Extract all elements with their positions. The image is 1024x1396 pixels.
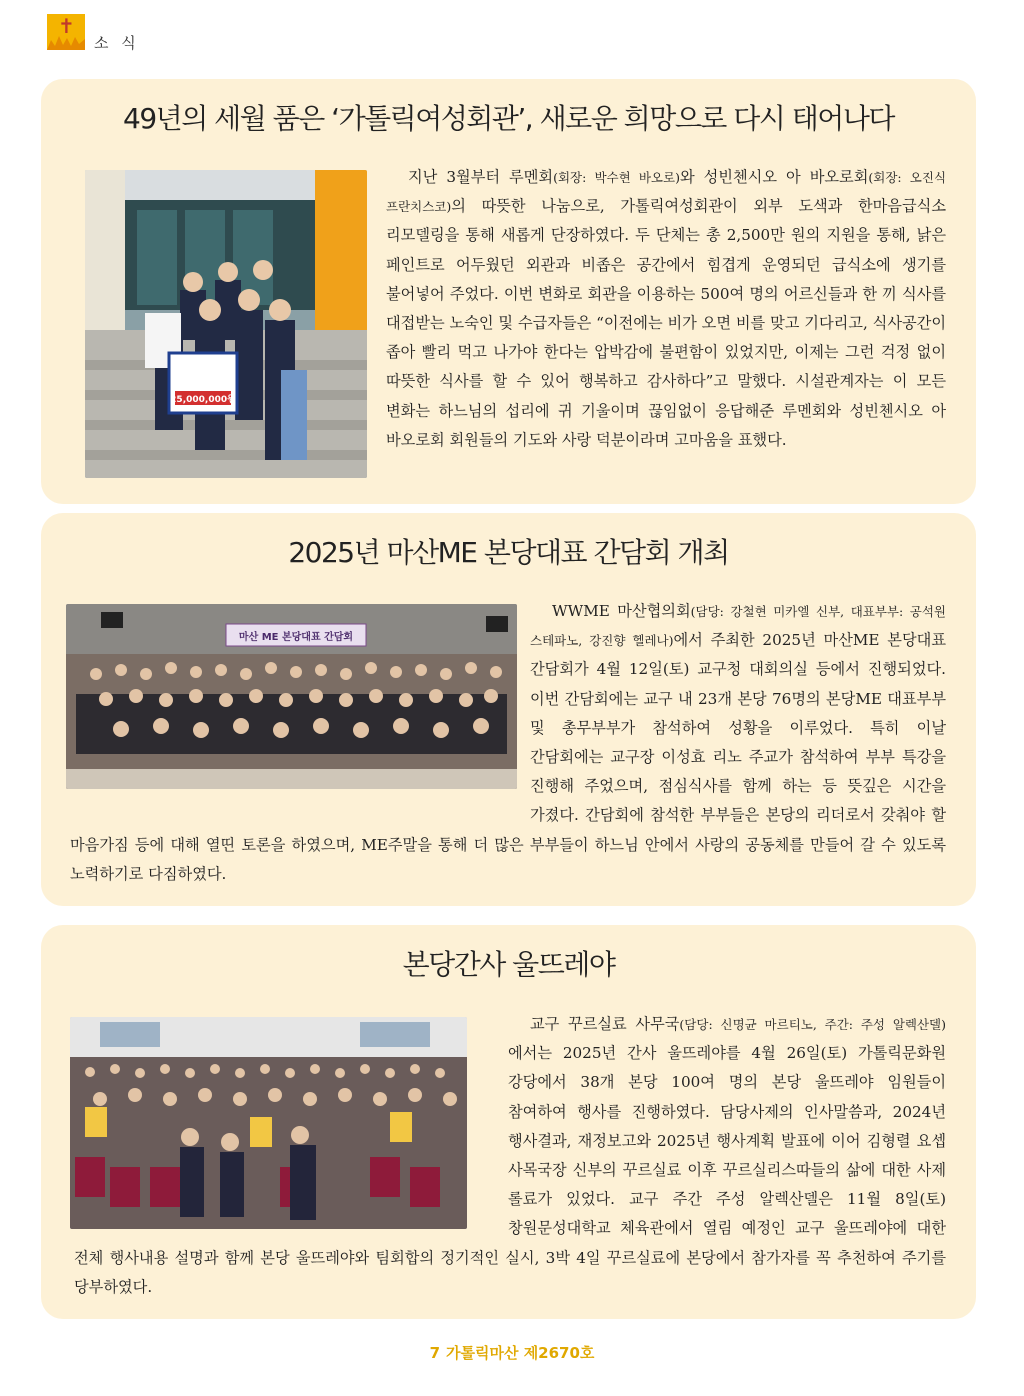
article-title: 본당간사 울뜨레야 <box>402 948 615 981</box>
cross-icon: ✝ <box>58 14 75 38</box>
group-photo-building <box>85 170 367 478</box>
article-title: 49년의 세월 품은 ‘가톨릭여성회관’, 새로운 희망으로 다시 태어나다 <box>123 102 894 135</box>
section-label: 소 식 <box>94 34 140 52</box>
page-number: 7 <box>429 1344 441 1362</box>
page-footer <box>0 1342 1024 1363</box>
article-photo <box>85 170 367 478</box>
article-body: 교구 꾸르실료 사무국(담당: 신명균 마르티노, 주간: 주성 알렉산델)에서는 2025년 간사 울뜨레야를 4월 26일(토) 가톨릭문화원 강당에서 38개 본당 100여 명의 본당 울뜨레야 임원들이 참여하여 행사를 진행하였다. 담당사제의 인사말씀과, 2024년 행사결과, 재정보고와 2025년 행사계획 발표에 이어 김형렬 요셉 사목국장 신부의 꾸르실료 이후 꾸르실리스따들의 삶에 대한 사제 롤료가 있었다. 교구 주간 주성 알렉산델은 11월 8일(토) 창원문성대학교 체육관에서 열림 예정인 교구 울뜨레야에 대한 전체 행사내용 설명과 함께 본당 울뜨레야와 팀회합의 정기적인 실시, 3박 4일 꾸르실료에 본당에서 참가자를 꼭 추천하여 주기를 당부하였다. <box>74 1015 946 1296</box>
article-card-3 <box>41 925 976 1319</box>
hall-banner: 마산 ME 본당대표 간담회 <box>238 632 354 643</box>
flame-icon <box>47 34 85 50</box>
article-card-1 <box>41 79 976 504</box>
article-card-2 <box>41 513 976 906</box>
article-body: 지난 3월부터 루멘회(회장: 박수현 바오로)와 성빈첸시오 아 바오로회(회장: 오진식 프란치스코)의 따뜻한 나눔으로, 가톨릭여성회관이 외부 도색과 한마음급식소 리모델링을 통해 새롭게 단장하였다. 두 단체는 총 2,500만 원의 지원을 통해, 낡은 페인트로 어두웠던 외관과 비좁은 공간에서 힘겹게 운영되던 급식소에 생기를 불어넣어 주었다. 이번 변화로 회관을 이용하는 500여 명의 어르신들과 한 끼 식사를 대접받는 노숙인 및 수급자들은 “이전에는 비가 오면 비를 맞고 기다리고, 식사공간이 좁아 빨리 먹고 나가야 한다는 압박감에 불편함이 있었지만, 이제는 그런 걱정 없이 따뜻한 식사를 할 수 있어 행복하고 감사하다”고 말했다. 시설관계자는 이 모든 변화는 하느님의 섭리에 귀 기울이며 끊임없이 응답해준 루멘회와 성빈첸시오 아 바오로회 회원들의 기도와 사랑 덕분이라며 고마움을 표했다. <box>386 168 947 449</box>
article-body: WWME 마산협의회(담당: 강철현 미카엘 신부, 대표부부: 공석원 스테파노, 강진향 헬레나)에서 주최한 2025년 마산ME 본당대표 간담회가 4월 12일(토) 교구청 대회의실 등에서 진행되었다. 이번 간담회에는 교구 내 23개 본당 76명의 본당ME 대표부부 및 총무부부가 참석하여 성황을 이루었다. 특히 이날 간담회에는 교구장 이성효 리노 주교가 참석하여 부부 특강을 진행해 주었으며, 점심식사를 함께 하는 등 뜻깊은 시간을 가졌다. 간담회에 참석한 부부들은 본당의 리더로서 갖춰야 할 마음가짐 등에 대해 열띤 토론을 하였으며, ME주말을 통해 더 많은 부부들이 하느님 안에서 사랑의 공동체를 만들어 갈 수 있도록 노력하기로 다짐하였다. <box>70 602 946 883</box>
article-title: 2025년 마산ME 본당대표 간담회 개최 <box>288 536 729 569</box>
section-mark <box>47 14 85 50</box>
publication-name: 가톨릭마산 제2670호 <box>446 1344 595 1362</box>
donation-sign: 25,000,000원 <box>170 395 236 405</box>
